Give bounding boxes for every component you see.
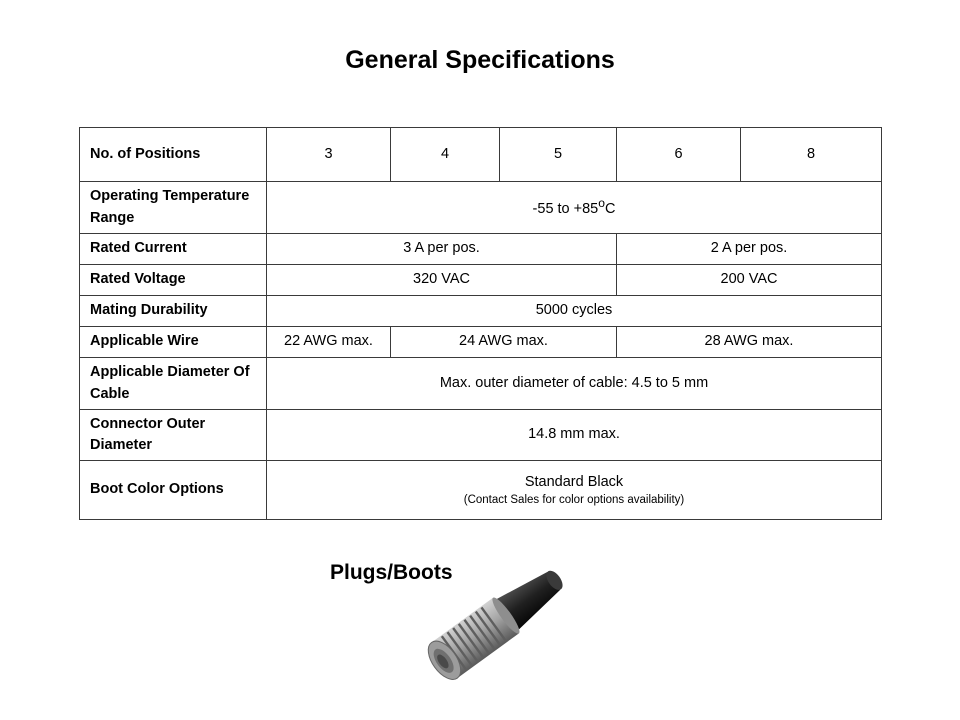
cell-positions-8: 8 — [741, 128, 882, 182]
table-row — [80, 461, 882, 520]
row-label-positions: No. of Positions — [80, 128, 267, 182]
cell-boot-color — [267, 461, 882, 520]
table-row — [80, 182, 882, 234]
page-title: General Specifications — [345, 46, 615, 74]
cell-wire-c: 28 AWG max. — [617, 327, 882, 358]
row-label-temperature: Operating Temperature Range — [80, 182, 267, 234]
plug-boot-connector-image — [405, 553, 575, 695]
cell-positions-3: 3 — [267, 128, 391, 182]
temperature-degree: o — [598, 196, 605, 211]
cell-voltage-a: 320 VAC — [267, 265, 617, 296]
cell-durability: 5000 cycles — [267, 296, 882, 327]
table-row — [80, 128, 882, 182]
cell-wire-a: 22 AWG max. — [267, 327, 391, 358]
plugs-boots-caption: Plugs/Boots — [330, 561, 453, 584]
temperature-value: -55 to +85 — [532, 200, 599, 217]
row-label-wire: Applicable Wire — [80, 327, 267, 358]
table-row — [80, 358, 882, 410]
table-row — [80, 296, 882, 327]
specifications-table — [79, 127, 882, 520]
cell-temperature — [267, 182, 882, 234]
cell-wire-b: 24 AWG max. — [391, 327, 617, 358]
row-label-boot-color: Boot Color Options — [80, 461, 267, 520]
row-label-current: Rated Current — [80, 234, 267, 265]
row-label-durability: Mating Durability — [80, 296, 267, 327]
table-row — [80, 265, 882, 296]
boot-color-value: Standard Black — [524, 474, 624, 491]
cell-outer-diameter: 14.8 mm max. — [267, 410, 882, 461]
cell-cable-diameter: Max. outer diameter of cable: 4.5 to 5 mm — [267, 358, 882, 410]
cell-current-b: 2 A per pos. — [617, 234, 882, 265]
cell-current-a: 3 A per pos. — [267, 234, 617, 265]
temperature-unit: C — [604, 200, 616, 217]
row-label-voltage: Rated Voltage — [80, 265, 267, 296]
row-label-cable-diameter: Applicable Diameter Of Cable — [80, 358, 267, 410]
row-label-outer-diameter: Connector Outer Diameter — [80, 410, 267, 461]
table-row — [80, 410, 882, 461]
cell-positions-5: 5 — [500, 128, 617, 182]
table-row — [80, 234, 882, 265]
boot-color-note: (Contact Sales for color options availability) — [463, 494, 685, 507]
cell-positions-6: 6 — [617, 128, 741, 182]
cell-voltage-b: 200 VAC — [617, 265, 882, 296]
table-row — [80, 327, 882, 358]
cell-positions-4: 4 — [391, 128, 500, 182]
